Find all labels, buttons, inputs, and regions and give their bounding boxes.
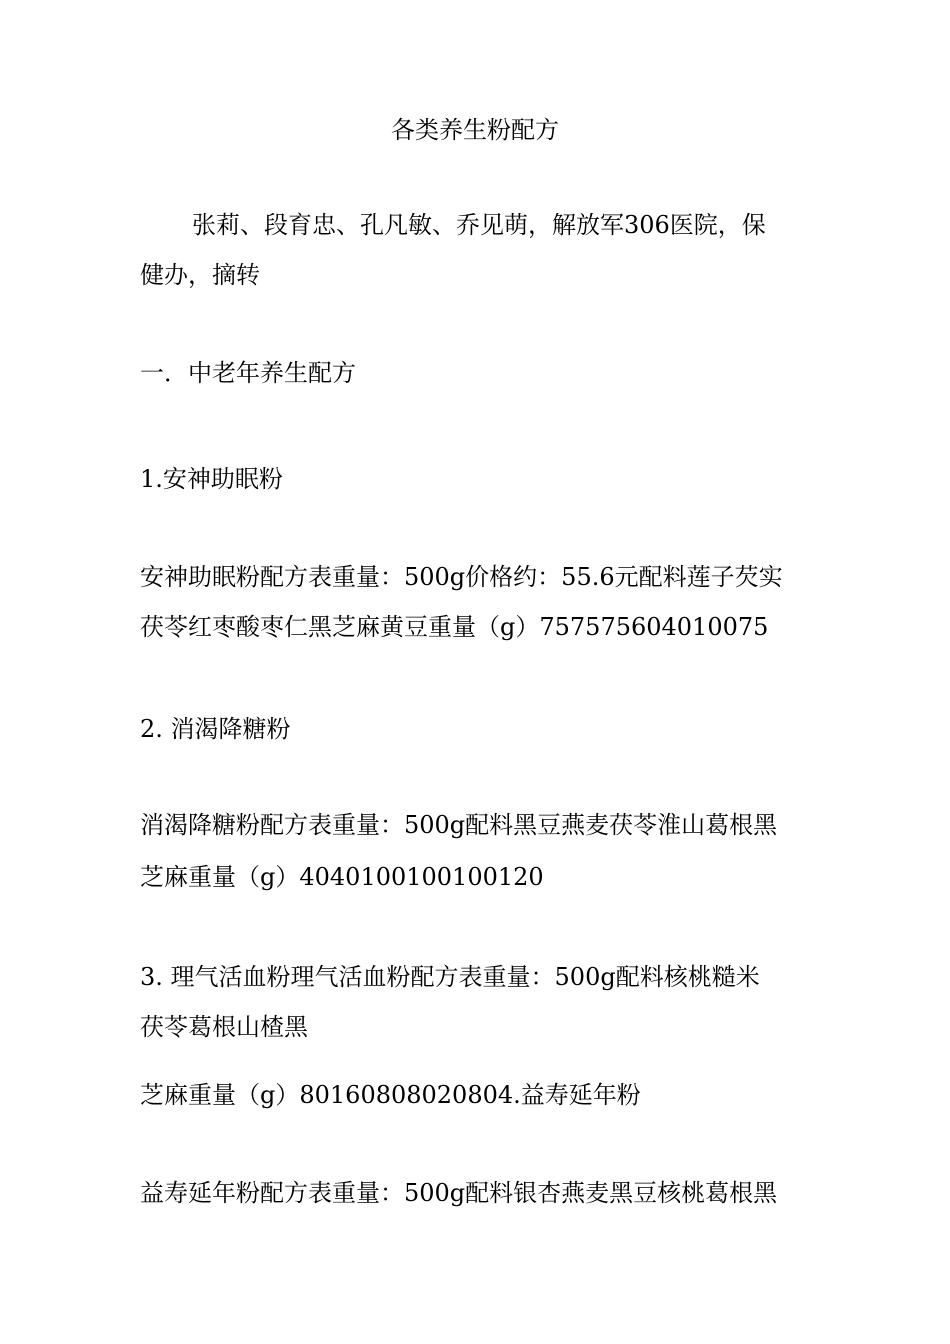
item-4-line-1: 益寿延年粉配方表重量：500g配料银杏燕麦黑豆核桃葛根黑 (140, 1179, 778, 1207)
item-3-line-3: 芝麻重量（g）80160808020804.益寿延年粉 (140, 1081, 641, 1109)
item-2-line-1: 消渴降糖粉配方表重量：500g配料黑豆燕麦茯苓淮山葛根黑 (140, 811, 778, 839)
byline-line-2: 健办，摘转 (140, 261, 260, 289)
item-heading-1: 1.安神助眠粉 (140, 465, 283, 493)
item-1-line-2: 茯苓红枣酸枣仁黑芝麻黄豆重量（g）757575604010075 (140, 613, 769, 641)
item-1-line-1: 安神助眠粉配方表重量：500g价格约：55.6元配料莲子芡实 (140, 563, 783, 591)
byline-line-1: 张莉、段育忠、孔凡敏、乔见萌，解放军306医院，保 (192, 211, 766, 239)
section-heading: 一．中老年养生配方 (140, 359, 356, 387)
item-heading-2: 2. 消渴降糖粉 (140, 715, 291, 743)
document-title: 各类养生粉配方 (391, 116, 559, 144)
item-3-line-2: 茯苓葛根山楂黑 (140, 1013, 308, 1041)
item-3-line-1: 3. 理气活血粉理气活血粉配方表重量：500g配料核桃糙米 (140, 963, 760, 991)
item-2-line-2: 芝麻重量（g）4040100100100120 (140, 863, 544, 891)
